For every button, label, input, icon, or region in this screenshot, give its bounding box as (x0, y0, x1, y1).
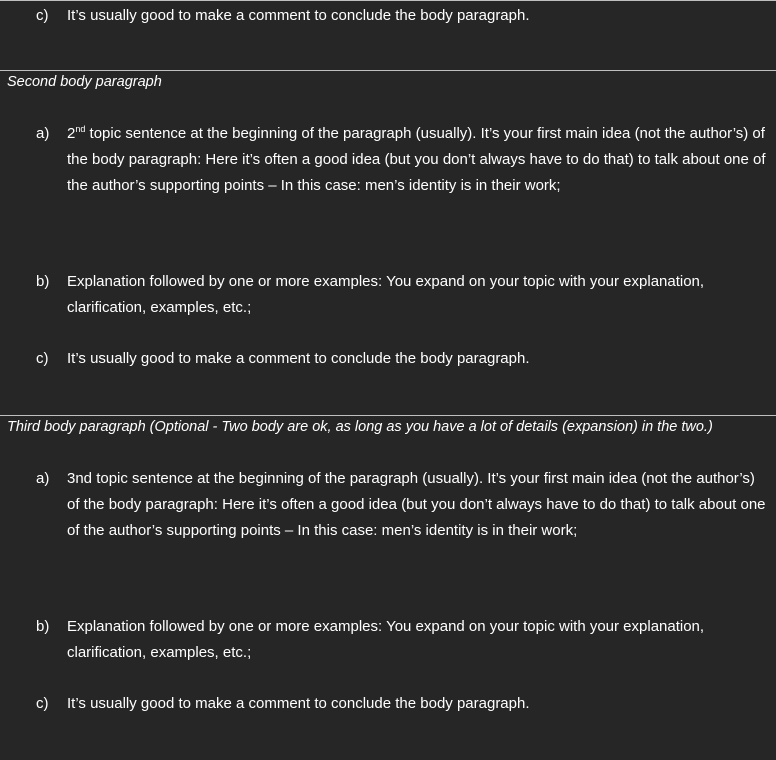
list-marker: b) (36, 618, 50, 635)
list-item-text (67, 121, 767, 199)
list-marker: a) (36, 125, 50, 142)
table-top-border (0, 0, 776, 1)
list-item-body: topic sentence at the beginning of the paragraph (usually). It’s your first main idea (not the author’s) of the body paragraph: Here it’s often a good idea (but you don’t always have to do that) to talk about one of the author’s supporting points – In this case: men’s identity is in their work; (67, 125, 766, 194)
ordinal-number: 2 (67, 125, 76, 142)
list-marker: c) (36, 695, 49, 712)
list-item-text: 3nd topic sentence at the beginning of the paragraph (usually). It’s your first main idea (not the author’s) of the body paragraph: Here it’s often a good idea (but you don’t always have to do that) to talk about one of the author’s supporting points – In this case: men’s identity is in their work; (67, 470, 766, 539)
list-marker: c) (36, 350, 49, 367)
list-marker: a) (36, 470, 50, 487)
ordinal-suffix: nd (75, 124, 86, 134)
list-item-text: It’s usually good to make a comment to conclude the body paragraph. (67, 7, 530, 24)
list-marker: b) (36, 273, 50, 290)
list-item-text: It’s usually good to make a comment to conclude the body paragraph. (67, 350, 530, 367)
section-heading: Second body paragraph (7, 74, 162, 90)
list-marker: c) (36, 7, 49, 24)
list-item-text: Explanation followed by one or more examples: You expand on your topic with your explanation, clarification, examples, etc.; (67, 618, 705, 661)
section-divider (0, 415, 776, 416)
section-divider (0, 70, 776, 71)
section-heading: Third body paragraph (Optional - Two body are ok, as long as you have a lot of details (expansion) in the two.) (7, 419, 713, 435)
list-item-text: Explanation followed by one or more examples: You expand on your topic with your explanation, clarification, examples, etc.; (67, 273, 705, 316)
list-item-text: It’s usually good to make a comment to conclude the body paragraph. (67, 695, 530, 712)
